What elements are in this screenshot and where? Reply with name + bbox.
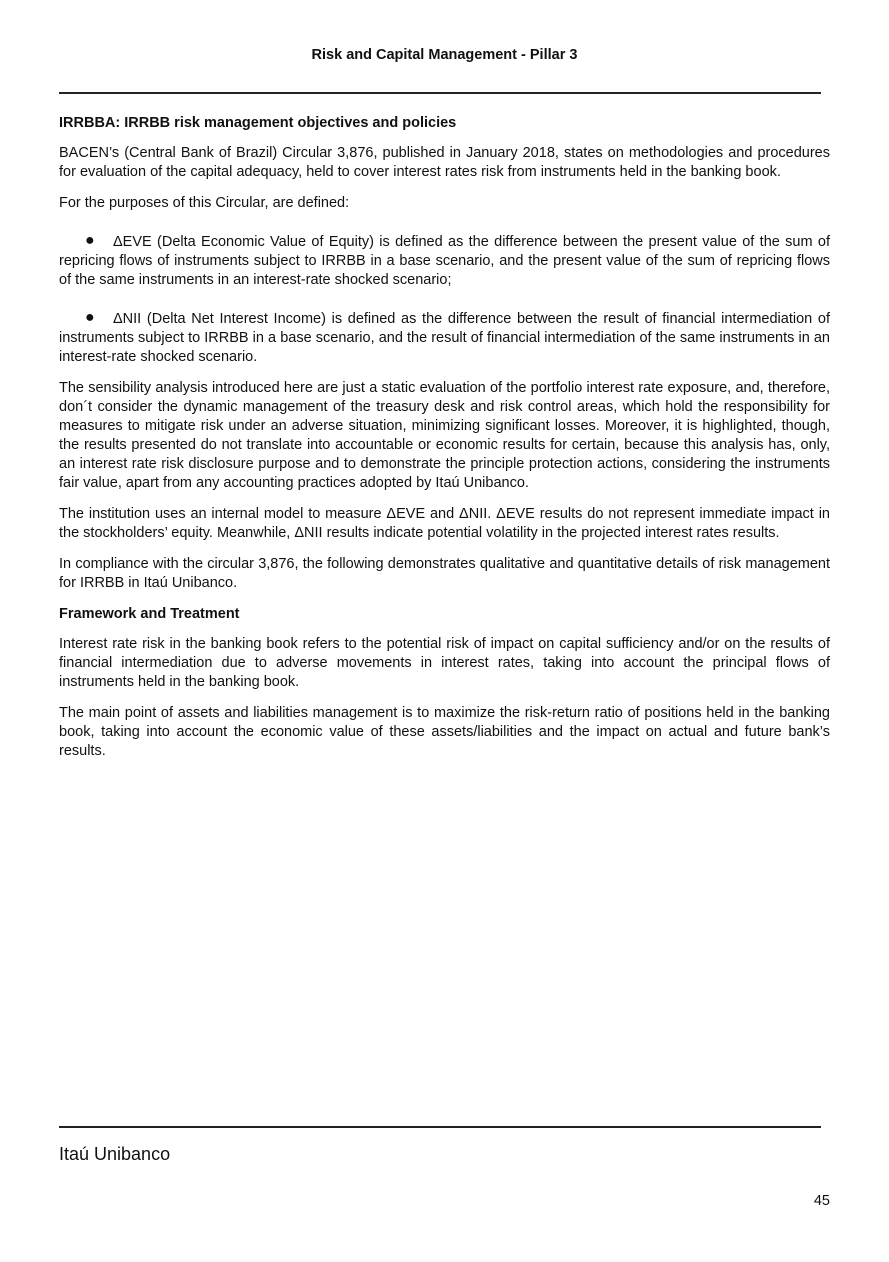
bullet-text-delta-eve: ΔEVE (Delta Economic Value of Equity) is defined as the difference between the present value of the sum of repricing flows of instruments subject to IRRBB in a base scenario, and the present value of the sum of repricing flows of the same instruments in an interest-rate shocked scenario; bbox=[59, 234, 830, 288]
paragraph-alm: The main point of assets and liabilities management is to maximize the risk-return ratio of positions held in the banking book, taking into account the economic value of these assets/liabilities and the impact on actual and future bank’s results. bbox=[59, 705, 830, 759]
footer-brand-name: Itaú Unibanco bbox=[59, 1144, 171, 1164]
section-title-irrbba: IRRBBA: IRRBB risk management objectives and policies bbox=[59, 115, 457, 131]
bullet-item-delta-nii bbox=[59, 310, 830, 367]
paragraph-definitions-intro: For the purposes of this Circular, are defined: bbox=[59, 195, 350, 211]
bullet-item-delta-eve bbox=[59, 233, 830, 290]
paragraph-internal-model: The institution uses an internal model to measure ΔEVE and ΔNII. ΔEVE results do not represent immediate impact in the stockholders’ equity. Meanwhile, ΔNII results indicate potential volatility in the projected interest rates results. bbox=[59, 506, 830, 541]
section-title-framework: Framework and Treatment bbox=[59, 606, 240, 622]
bullet-text-delta-nii: ΔNII (Delta Net Interest Income) is defined as the difference between the result of financial intermediation of instruments subject to IRRBB in a base scenario, and the result of financial intermediation of the same instruments in an interest-rate shocked scenario. bbox=[59, 311, 830, 365]
header-divider bbox=[59, 92, 821, 94]
footer-divider bbox=[59, 1126, 821, 1128]
paragraph-compliance: In compliance with the circular 3,876, the following demonstrates qualitative and quantitative details of risk management for IRRBB in Itaú Unibanco. bbox=[59, 556, 830, 591]
paragraph-sensibility-analysis: The sensibility analysis introduced here are just a static evaluation of the portfolio interest rate exposure, and, therefore, don´t consider the dynamic management of the treasury desk and risk control areas, which hold the responsibility for measures to mitigate risk under an adverse situation, minimizing significant losses. Moreover, it is highlighted, though, the results presented do not translate into accountable or economic results for certain, because this analysis has, only, an interest rate risk disclosure purpose and to demonstrate the principle protection actions, considering the instruments fair value, apart from any accounting practices adopted by Itaú Unibanco. bbox=[59, 380, 830, 491]
page-header-title: Risk and Capital Management - Pillar 3 bbox=[311, 47, 578, 63]
page-content bbox=[59, 114, 830, 773]
page-number: 45 bbox=[813, 1193, 830, 1209]
bullet-icon: ● bbox=[85, 309, 95, 326]
paragraph-interest-rate-risk: Interest rate risk in the banking book refers to the potential risk of impact on capital sufficiency and/or on the results of financial intermediation due to adverse movements in interest rates, taking into account the principal flows of instruments held in the banking book. bbox=[59, 636, 830, 690]
paragraph-circular-intro: BACEN’s (Central Bank of Brazil) Circular 3,876, published in January 2018, states on methodologies and procedures for evaluation of the capital adequacy, held to cover interest rates risk from instruments held in the banking book. bbox=[59, 145, 830, 180]
bullet-icon: ● bbox=[85, 232, 95, 249]
